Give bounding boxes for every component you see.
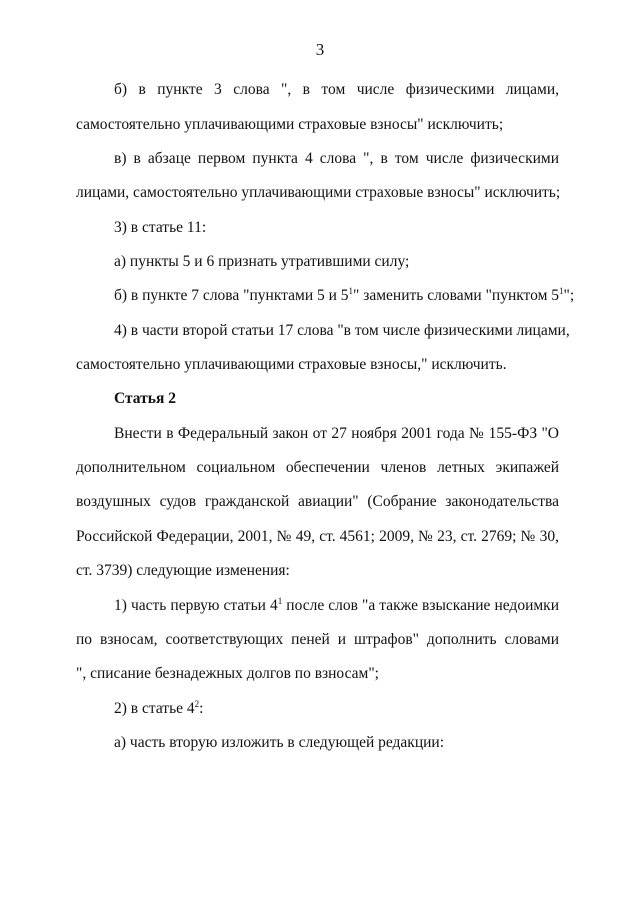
text-line: 3) в статье 11: <box>114 219 207 236</box>
text-fragment: "; <box>563 287 575 304</box>
page-number: 3 <box>315 40 325 59</box>
text-line: в) в абзаце первом пункта 4 слова ", в том числе физическими <box>114 150 559 167</box>
text-line: самостоятельно уплачивающими страховые взносы" исключить; <box>76 116 504 133</box>
text-line: а) часть вторую изложить в следующей редакции: <box>114 734 445 751</box>
text-line: б) в пункте 3 слова ", в том числе физическими лицами, <box>114 81 559 98</box>
text-line: а) пункты 5 и 6 признать утратившими силу; <box>114 253 410 270</box>
text-line: ", списание безнадежных долгов по взносам"; <box>76 665 379 682</box>
text-fragment: " заменить словами "пунктом 5 <box>353 287 560 304</box>
superscript: 1 <box>559 286 564 296</box>
superscript: 1 <box>348 286 354 296</box>
text-line: по взносам, соответствующих пеней и штрафов" дополнить словами <box>76 631 559 648</box>
text-line: 4) в части второй статьи 17 слова "в том числе физическими лицами, <box>114 322 570 339</box>
text-line <box>114 596 559 616</box>
text-line <box>114 286 575 306</box>
superscript: 1 <box>277 596 283 606</box>
superscript: 2 <box>194 699 200 709</box>
text-line: дополнительном социальном обеспечении членов летных экипажей <box>76 459 559 476</box>
text-fragment: после слов "а также взыскание недоимки <box>282 597 560 614</box>
text-line: воздушных судов гражданской авиации" (Собрание законодательства <box>76 493 559 510</box>
text-line: ст. 3739) следующие изменения: <box>76 562 290 579</box>
text-line: самостоятельно уплачивающими страховые взносы," исключить. <box>76 356 507 373</box>
text-line: Российской Федерации, 2001, № 49, ст. 4561; 2009, № 23, ст. 2769; № 30, <box>76 528 559 545</box>
text-fragment: б) в пункте 7 слова "пунктами 5 и 5 <box>114 287 349 304</box>
text-line <box>114 699 559 719</box>
text-fragment: 2) в статье 4 <box>114 700 195 717</box>
text-fragment: : <box>199 700 204 717</box>
text-line: Внести в Федеральный закон от 27 ноября 2001 года № 155-ФЗ "О <box>114 425 559 442</box>
text-line: лицами, самостоятельно уплачивающими страховые взносы" исключить; <box>76 184 561 201</box>
text-fragment: 1) часть первую статьи 4 <box>114 597 278 614</box>
article-heading: Статья 2 <box>114 390 176 407</box>
